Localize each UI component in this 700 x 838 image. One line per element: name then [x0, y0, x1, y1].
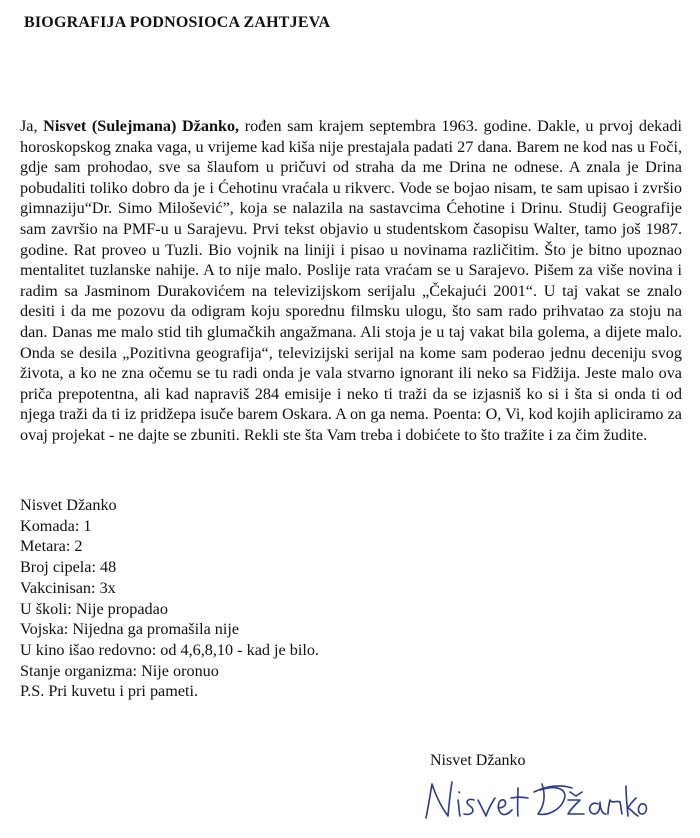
intro-prefix: Ja, — [20, 117, 44, 135]
stats-line-metara: Metara: 2 — [20, 537, 83, 556]
signature-printed-name: Nisvet Džanko — [430, 752, 526, 769]
stats-line-cipela: Broj cipela: 48 — [20, 558, 117, 577]
stats-line-organizam: Stanje organizma: Nije oronuo — [20, 661, 219, 680]
document-title: BIOGRAFIJA PODNOSIOCA ZAHTJEVA — [24, 14, 331, 31]
stats-line-skola: U školi: Nije propadao — [20, 599, 168, 618]
stats-line-kino: U kino išao redovno: od 4,6,8,10 - kad je bilo. — [20, 640, 319, 659]
handwritten-signature — [418, 770, 648, 830]
stats-line-komada: Komada: 1 — [20, 516, 92, 535]
biography-paragraph — [20, 116, 682, 446]
stats-line-name: Nisvet Džanko — [20, 496, 117, 514]
applicant-name: Nisvet (Sulejmana) Džanko, — [43, 117, 240, 135]
stats-line-vojska: Vojska: Nijedna ga promašila nije — [20, 620, 240, 639]
stats-line-vakcinisan: Vakcinisan: 3x — [20, 578, 116, 597]
stats-line-ps: P.S. Pri kuvetu i pri pameti. — [20, 682, 199, 701]
biography-body: rođen sam krajem septembra 1963. godine. Dakle, u prvoj dekadi horoskopskog znaka vaga, u vrijeme kad kiša nije prestajala padati 27 dana. Barem ne kod nas u Foči, gdje sam prohodao, sve sa šlaufom u pričuvi od straha da me Drina ne odnese. A znala je Drina pobudaliti toliko dobro da je i Ćehotinu vraćala u rikverc. Vode se bojao nisam, te sam upisao i zvršio gimnaziju“Dr. Simo Milošević”, koja se nalazila na sastavcima Ćehotine i Drinu. Studij Geografije sam završio na PMF-u u Sarajevu. Prvi tekst objavio u studentskom časopisu Walter, tamo još 1987. godine. Rat proveo u Tuzli. Bio vojnik na liniji i pisao u novinama različitim. Što je bitno upoznao mentalitet tuzlanske nahije. A to nije malo. Poslije rata vraćam se u Sarajevo. Pišem za više novina i radim sa Jasminom Durakovićem na televizijskom serijalu „Čekajući 2001“. U taj vakat se znalo desiti i da me pozovu da odigram koju sporednu filmsku ulogu, što sam rado prihvatao za stoju na dan. Danas me malo stid tih glumačkih angažmana. Ali stoja je u taj vakat bila golema, a dijete malo. Onda se desila „Pozitivna geografija“, televizijski serijal na kome sam poderao jednu deceniju svog života, a ko ne zna očemu se tu radi onda je vala stvarno ignorant ili neko sa Fidžija. Jeste malo ova priča prepotentna, ali kad napraviš 284 emisije i neko ti traži da se izjasniš ko si i šta si onda ti od njega traži da ti iz pridžepa isuče barem Oskara. A on ga nema. Poenta: O, Vi, kod kojih apliciramo za ovaj projekat - ne dajte se zbuniti. Rekli ste šta Vam treba i dobićete to što tražite i za čim žudite. — [20, 117, 683, 444]
personal-stats-list — [20, 495, 319, 702]
